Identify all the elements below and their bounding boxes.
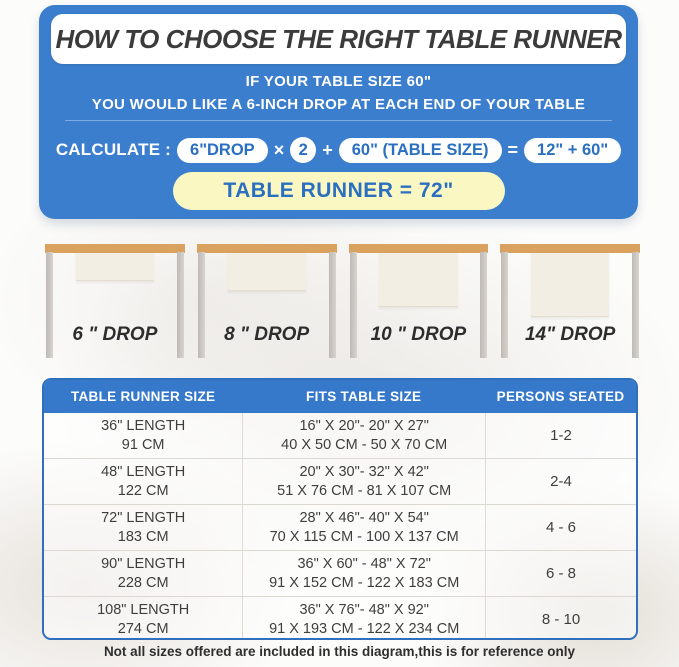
fits-cell: 16" X 20"- 20" X 27" 40 X 50 CM - 50 X 70 CM xyxy=(242,413,485,458)
runner-size-cell: 90" LENGTH 228 CM xyxy=(101,555,186,591)
tabletop xyxy=(500,244,640,253)
fits-cell: 36" X 76"- 48" X 92" 91 X 193 CM - 122 X 234 CM xyxy=(242,597,485,640)
runner-swatch xyxy=(531,244,609,317)
drop-label: 10 " DROP xyxy=(370,324,467,345)
page-title: HOW TO CHOOSE THE RIGHT TABLE RUNNER xyxy=(55,23,622,54)
plus-operator: + xyxy=(322,139,333,160)
table-row xyxy=(44,596,636,640)
table-row xyxy=(44,413,636,458)
table-row xyxy=(44,504,636,550)
subtitle-line2: YOU WOULD LIKE A 6-INCH DROP AT EACH END OF YOUR TABLE xyxy=(91,96,586,113)
persons-cell: 8 - 10 xyxy=(485,597,636,640)
subtitle-line1: IF YOUR TABLE SIZE 60" xyxy=(245,73,432,90)
runner-size-cell: 36" LENGTH 91 CM xyxy=(101,417,186,453)
fits-cell: 36" X 60" - 48" X 72" 91 X 152 CM - 122 X 183 CM xyxy=(242,551,485,596)
runner-size-cell: 72" LENGTH 183 CM xyxy=(101,509,186,545)
drop-pill: 6"DROP xyxy=(177,138,268,163)
persons-cell: 4 - 6 xyxy=(485,505,636,550)
runner-swatch xyxy=(379,244,457,307)
column-header-persons: PERSONS SEATED xyxy=(496,389,625,404)
tabletop xyxy=(45,244,185,253)
drop-illustrations xyxy=(45,230,640,360)
runner-size-cell: 48" LENGTH 122 CM xyxy=(101,463,186,499)
table-header-row xyxy=(44,380,636,413)
runner-size-cell: 108" LENGTH 274 CM xyxy=(97,601,190,637)
tabletop xyxy=(197,244,337,253)
persons-cell: 6 - 8 xyxy=(485,551,636,596)
hero-divider xyxy=(65,120,612,121)
table-illustration-14 xyxy=(500,230,640,360)
calc-label: CALCULATE : xyxy=(55,140,172,159)
tabletop xyxy=(349,244,489,253)
equals-operator: = xyxy=(507,139,519,160)
size-reference-table xyxy=(42,378,638,640)
column-header-runner-size: TABLE RUNNER SIZE xyxy=(70,389,216,404)
table-illustration-10 xyxy=(349,230,489,360)
sum-pill: 12" + 60" xyxy=(524,138,621,163)
table-row xyxy=(44,550,636,596)
drop-label: 8 " DROP xyxy=(224,324,310,345)
multiplier-badge: 2 xyxy=(290,137,316,163)
column-header-fits-size: FITS TABLE SIZE xyxy=(306,389,422,404)
table-row xyxy=(44,458,636,504)
times-operator: × xyxy=(273,139,285,160)
hero-panel xyxy=(39,5,638,219)
drop-label: 6 " DROP xyxy=(72,324,158,345)
calc-formula xyxy=(39,136,638,164)
persons-cell: 2-4 xyxy=(485,459,636,504)
drop-label: 14" DROP xyxy=(524,324,616,345)
result-pill: TABLE RUNNER = 72" xyxy=(173,172,505,210)
table-illustration-6 xyxy=(45,230,185,360)
footnote: Not all sizes offered are included in this diagram,this is for reference only xyxy=(103,644,576,659)
fits-cell: 28" X 46"- 40" X 54" 70 X 115 CM - 100 X 137 CM xyxy=(242,505,485,550)
fits-cell: 20" X 30"- 32" X 42" 51 X 76 CM - 81 X 107 CM xyxy=(242,459,485,504)
table-illustration-8 xyxy=(197,230,337,360)
title-banner xyxy=(51,14,626,64)
table-size-pill: 60" (TABLE SIZE) xyxy=(339,138,502,163)
persons-cell: 1-2 xyxy=(485,413,636,458)
